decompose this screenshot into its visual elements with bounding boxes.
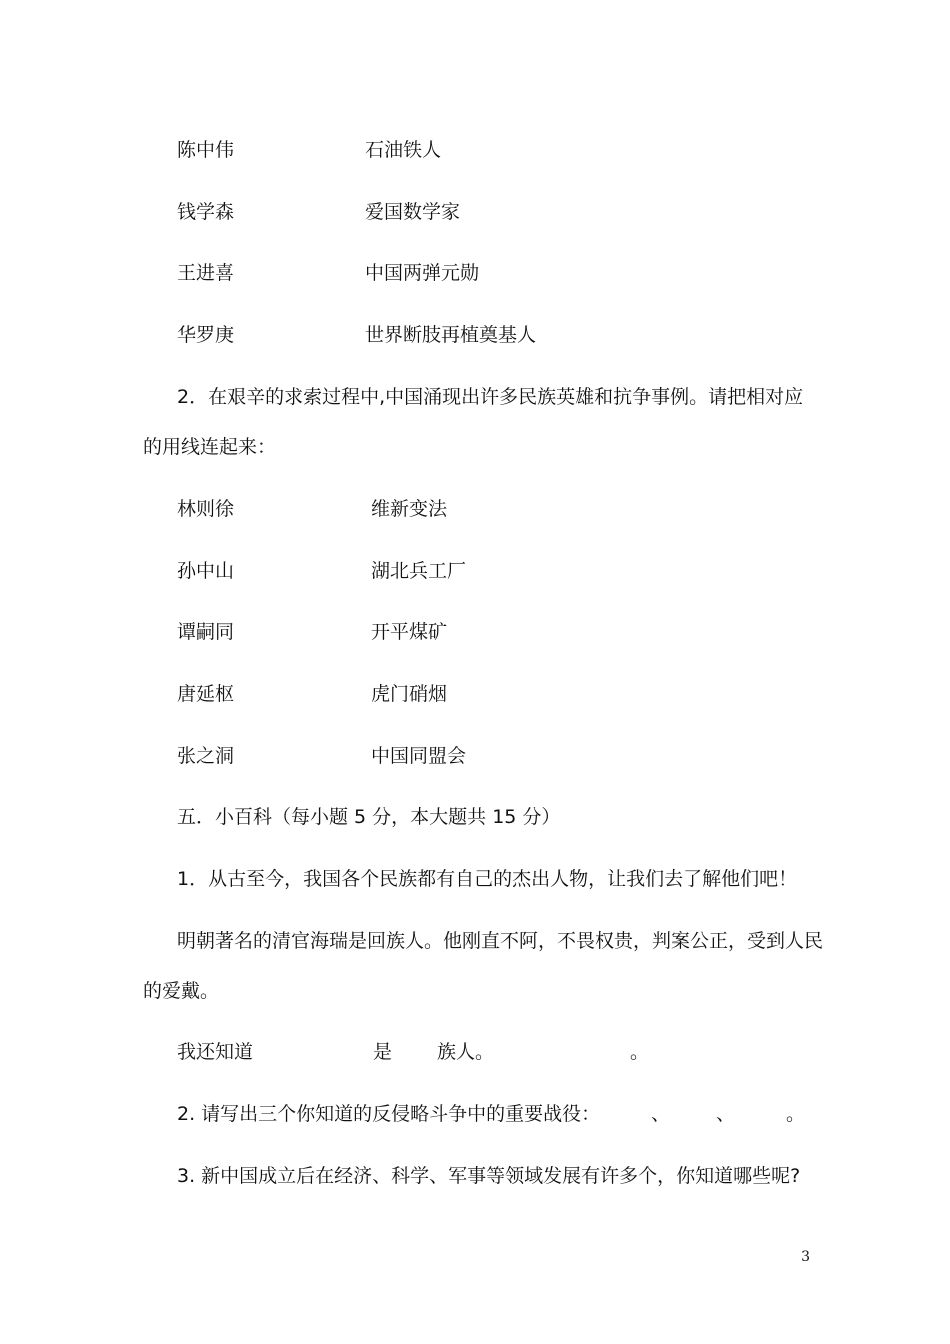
match1-person: 王进喜 xyxy=(177,262,235,284)
fill-in-text: 。 xyxy=(630,1041,650,1063)
fill-in-text: 族人。 xyxy=(437,1041,495,1063)
question-2-line2 xyxy=(0,432,950,462)
page-number: 3 xyxy=(801,1249,810,1265)
q1-paragraph: 明朝著名的清官海瑞是回族人。他刚直不阿，不畏权贵，判案公正，受到人民 xyxy=(177,930,824,952)
question-2-text: 2．在艰辛的求索过程中,中国涌现出许多民族英雄和抗争事例。请把相对应 xyxy=(177,386,804,408)
match1-row xyxy=(0,135,950,165)
fill-in-text: 我还知道 xyxy=(177,1041,254,1063)
match1-title: 爱国数学家 xyxy=(365,201,461,223)
match2-event: 湖北兵工厂 xyxy=(371,560,467,582)
match2-row xyxy=(0,679,950,709)
match1-title: 中国两弹元勋 xyxy=(365,262,480,284)
match2-person: 谭嗣同 xyxy=(177,621,235,643)
match1-person: 华罗庚 xyxy=(177,324,235,346)
match2-row xyxy=(0,741,950,771)
match1-row xyxy=(0,258,950,288)
question-2-text-cont: 的用线连起来： xyxy=(143,436,277,458)
q2-text: 2. 请写出三个你知道的反侵略斗争中的重要战役： xyxy=(177,1103,601,1125)
match2-event: 虎门硝烟 xyxy=(371,683,448,705)
match2-event: 开平煤矿 xyxy=(371,621,448,643)
section-5-q1-fill-in xyxy=(0,1037,950,1067)
match2-person: 孙中山 xyxy=(177,560,235,582)
match2-person: 唐延枢 xyxy=(177,683,235,705)
match1-person: 钱学森 xyxy=(177,201,235,223)
section-5-q3 xyxy=(0,1161,950,1191)
match2-event: 中国同盟会 xyxy=(371,745,467,767)
match2-person: 林则徐 xyxy=(177,498,235,520)
q1-text: 1．从古至今，我国各个民族都有自己的杰出人物，让我们去了解他们吧！ xyxy=(177,868,798,890)
section-5-heading xyxy=(0,802,950,832)
question-2-line1 xyxy=(0,382,950,412)
match1-person: 陈中伟 xyxy=(177,139,235,161)
q2-end: 。 xyxy=(786,1103,806,1125)
match1-row xyxy=(0,197,950,227)
section-5-q1-para2 xyxy=(0,976,950,1006)
fill-in-text: 是 xyxy=(373,1041,393,1063)
q3-text: 3. 新中国成立后在经济、科学、军事等领域发展有许多个，你知道哪些呢? xyxy=(177,1165,801,1187)
match1-title: 世界断肢再植奠基人 xyxy=(365,324,537,346)
section-5-q1-para1 xyxy=(0,926,950,956)
section-heading-text: 五．小百科（每小题 5 分，本大题共 15 分） xyxy=(177,806,561,828)
match2-row xyxy=(0,494,950,524)
q1-paragraph-cont: 的爱戴。 xyxy=(143,980,220,1002)
match2-row xyxy=(0,617,950,647)
match1-title: 石油铁人 xyxy=(365,139,442,161)
section-5-q1 xyxy=(0,864,950,894)
match2-row xyxy=(0,556,950,586)
q2-separator: 、 xyxy=(716,1103,736,1125)
section-5-q2 xyxy=(0,1099,950,1129)
match2-person: 张之洞 xyxy=(177,745,235,767)
match1-row xyxy=(0,320,950,350)
match2-event: 维新变法 xyxy=(371,498,448,520)
q2-separator: 、 xyxy=(651,1103,671,1125)
